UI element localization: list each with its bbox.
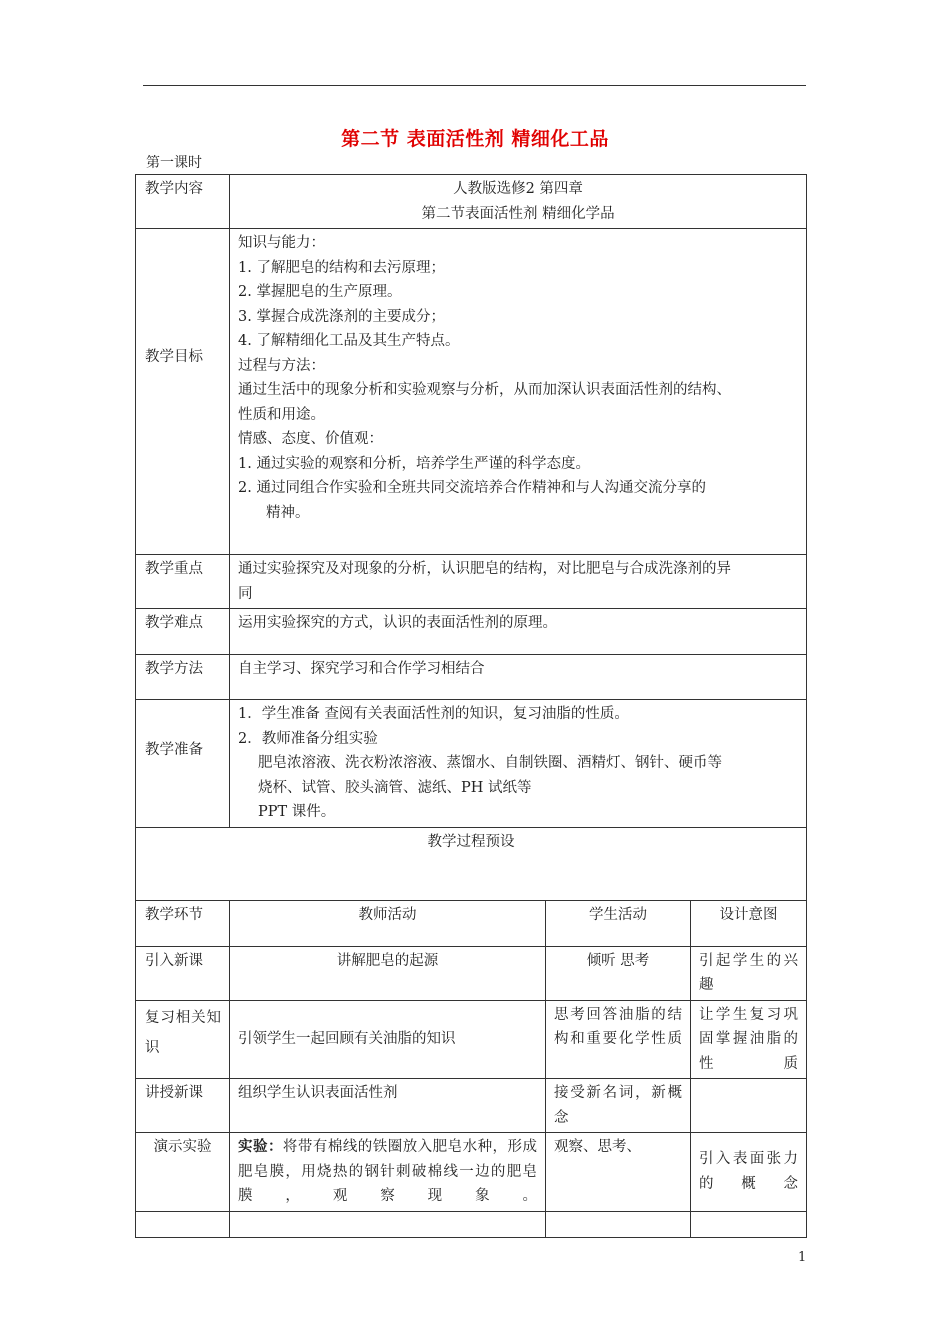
process-title: 教学过程预设 xyxy=(136,827,807,900)
table-row xyxy=(136,1079,807,1133)
stage-cell: 复习相关知识 xyxy=(136,1000,230,1079)
experiment-text: 将带有棉线的铁圈放入肥皂水种，形成肥皂膜，用烧热的钢针刺破棉线一边的肥皂膜，观察现象。 xyxy=(238,1139,537,1204)
prep-line-3: 肥皂浓溶液、洗衣粉浓溶液、蒸馏水、自制铁圈、酒精灯、钢针、硬币等 xyxy=(258,755,722,771)
lesson-plan-table xyxy=(135,174,807,1238)
teacher-cell: 讲解肥皂的起源 xyxy=(230,946,546,1000)
goals-item: 1. 通过实验的观察和分析，培养学生严谨的科学态度。 xyxy=(238,455,590,472)
content-line-2: 第二节表面活性剂 精细化学品 xyxy=(421,205,615,222)
goals-item: 4. 了解精细化工品及其生产特点。 xyxy=(238,333,460,349)
student-cell: 思考回答油脂的结构和重要化学性质 xyxy=(546,1000,691,1079)
header-intent: 设计意图 xyxy=(691,900,807,946)
intent-cell: 让学生复习巩固掌握油脂的性质 xyxy=(691,1000,807,1079)
key-points-cell xyxy=(230,555,807,609)
teacher-cell: 组织学生认识表面活性剂 xyxy=(230,1079,546,1133)
row-difficulties xyxy=(136,609,807,655)
key-points-line-1: 通过实验探究及对现象的分析，认识肥皂的结构，对比肥皂与合成洗涤剂的异 xyxy=(238,561,731,577)
prep-line-5: PPT 课件。 xyxy=(258,804,336,820)
row-prep xyxy=(136,700,807,828)
table-row-empty xyxy=(136,1211,807,1237)
header-student: 学生活动 xyxy=(546,900,691,946)
student-cell: 倾听 思考 xyxy=(546,946,691,1000)
lesson-label: 第一课时 xyxy=(146,155,202,171)
student-cell: 接受新名词，新概念 xyxy=(546,1079,691,1133)
row-process-title xyxy=(136,827,807,900)
goals-item: 2. 通过同组合作实验和全班共同交流培养合作精神和与人沟通交流分享的 xyxy=(238,480,706,496)
prep-line-4: 烧杯、试管、胶头滴管、滤纸、PH 试纸等 xyxy=(258,779,532,796)
goals-cell xyxy=(230,229,807,555)
intent-cell: 引入表面张力的概念 xyxy=(691,1133,807,1212)
header-stage: 教学环节 xyxy=(136,900,230,946)
page-title: 第二节 表面活性剂 精细化工品 xyxy=(341,128,609,150)
goals-heading-process: 过程与方法： xyxy=(238,357,325,374)
goals-label: 教学目标 xyxy=(136,229,230,555)
key-points-label: 教学重点 xyxy=(136,555,230,609)
empty-cell xyxy=(546,1211,691,1237)
goals-item: 3. 掌握合成洗涤剂的主要成分； xyxy=(238,308,445,325)
teacher-cell xyxy=(230,1133,546,1212)
header-rule xyxy=(143,85,806,86)
header-teacher: 教师活动 xyxy=(230,900,546,946)
empty-cell xyxy=(136,1211,230,1237)
content-cell xyxy=(230,175,807,229)
key-points-line-2: 同 xyxy=(238,585,253,602)
goals-item-continued: 精神。 xyxy=(266,504,310,521)
goals-method-line-2: 性质和用途。 xyxy=(238,406,325,423)
prep-label: 教学准备 xyxy=(136,700,230,828)
goals-method-line-1: 通过生活中的现象分析和实验观察与分析，从而加深认识表面活性剂的结构、 xyxy=(238,382,731,398)
intent-cell: 引起学生的兴趣 xyxy=(691,946,807,1000)
empty-cell xyxy=(230,1211,546,1237)
table-row xyxy=(136,1133,807,1212)
difficulties-text: 运用实验探究的方式，认识的表面活性剂的原理。 xyxy=(230,609,807,655)
table-row xyxy=(136,1000,807,1079)
prep-line-2: 2．教师准备分组实验 xyxy=(238,730,378,747)
teacher-cell: 引领学生一起回顾有关油脂的知识 xyxy=(230,1000,546,1079)
goals-item: 1. 了解肥皂的结构和去污原理； xyxy=(238,259,445,276)
row-content xyxy=(136,175,807,229)
experiment-label: 实验： xyxy=(238,1138,283,1155)
stage-cell: 讲授新课 xyxy=(136,1079,230,1133)
intent-cell xyxy=(691,1079,807,1133)
method-text: 自主学习、探究学习和合作学习相结合 xyxy=(230,655,807,700)
prep-cell xyxy=(230,700,807,828)
difficulties-label: 教学难点 xyxy=(136,609,230,655)
empty-cell xyxy=(691,1211,807,1237)
row-key-points xyxy=(136,555,807,609)
content-line-1: 人教版选修2 第四章 xyxy=(453,181,583,197)
page-number: 1 xyxy=(798,1250,807,1265)
student-cell: 观察、思考、 xyxy=(546,1133,691,1212)
prep-line-1: 1．学生准备 查阅有关表面活性剂的知识，复习油脂的性质。 xyxy=(238,706,629,722)
content-label: 教学内容 xyxy=(136,175,230,229)
stage-cell: 引入新课 xyxy=(136,946,230,1000)
row-goals xyxy=(136,229,807,555)
goals-item: 2. 掌握肥皂的生产原理。 xyxy=(238,284,402,300)
method-label: 教学方法 xyxy=(136,655,230,700)
stage-cell: 演示实验 xyxy=(136,1133,230,1212)
table-row xyxy=(136,946,807,1000)
row-process-headers xyxy=(136,900,807,946)
goals-heading-attitude: 情感、态度、价值观： xyxy=(238,431,383,447)
goals-heading-knowledge: 知识与能力： xyxy=(238,235,325,251)
row-method xyxy=(136,655,807,700)
